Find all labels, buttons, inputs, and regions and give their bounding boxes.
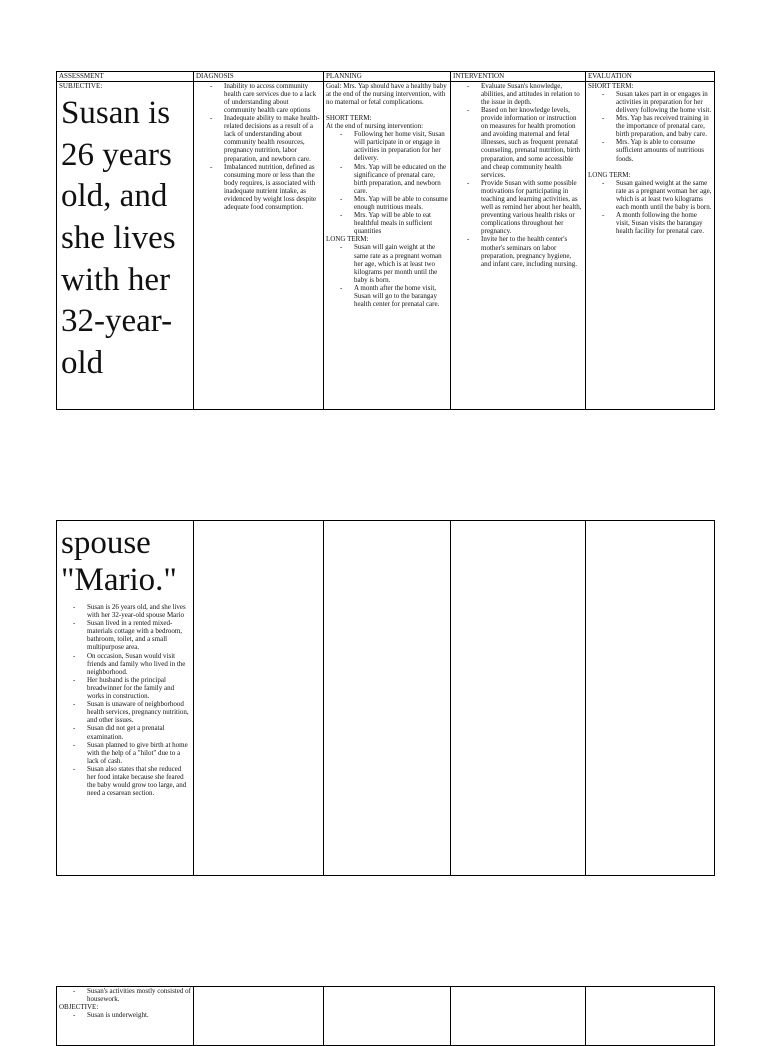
header-row	[57, 72, 715, 82]
planning-short-label: SHORT TERM:	[326, 113, 372, 122]
diagnosis-list	[196, 82, 321, 212]
planning-cell	[324, 81, 451, 409]
list-item: - Susan is underweight.	[87, 1011, 191, 1019]
care-plan-table-page-2	[56, 520, 715, 876]
list-item: - Following her home visit, Susan will participate in or engage in activities in preparation for her delivery.	[354, 130, 448, 162]
list-item: - Mrs. Yap has received training in the importance of prenatal care, birth preparation, and baby care.	[616, 114, 712, 138]
planning-short-list	[326, 130, 448, 235]
evaluation-cell	[586, 521, 715, 876]
assessment-large-text: spouse "Mario."	[61, 525, 177, 598]
list-item: - Susan planned to give birth at home with the help of a "hilot" due to a lack of cash.	[87, 741, 191, 765]
intervention-cell	[451, 521, 586, 876]
content-row	[57, 521, 715, 876]
list-item: - Susan also states that she reduced her food intake because she feared the baby would grow too large, and need a cesarean section.	[87, 765, 191, 797]
subjective-label: SUBJECTIVE:	[59, 81, 103, 90]
header-evaluation: EVALUATION	[586, 72, 715, 82]
list-item: - Based on her knowledge levels, provide information or instruction on measures for health promotion and avoiding maternal and fetal illnesses, such as frequent prenatal counseling, prenatal nutrition, birth preparation, and some accessible and cheap community health services.	[481, 106, 583, 179]
planning-short-intro: At the end of nursing intervention:	[326, 122, 424, 131]
list-item: - Imbalanced nutrition, defined as consuming more or less than the body requires, is associated with inadequate nutrient intake, as evidenced by weight loss despite adequate food consumption.	[224, 163, 321, 212]
assessment-cell	[57, 987, 194, 1046]
content-row	[57, 987, 715, 1046]
objective-list	[59, 1011, 191, 1019]
diagnosis-cell	[194, 987, 324, 1046]
planning-cell	[324, 987, 451, 1046]
list-item: - Mrs. Yap will be educated on the significance of prenatal care, birth preparation, and newborn care.	[354, 163, 448, 195]
list-item: - Susan gained weight at the same rate as a pregnant woman her age, which is at least two kilograms each month until the baby is born.	[616, 179, 712, 211]
list-item: - Mrs. Yap is able to consume sufficient amounts of nutritious foods.	[616, 138, 712, 162]
evaluation-long-list	[588, 179, 712, 236]
list-item: - Inadequate ability to make health-related decisions as a result of a lack of understanding about community health resources, pregnancy nutrition, labor preparation, and newborn care.	[224, 114, 321, 163]
intervention-cell	[451, 987, 586, 1046]
planning-goal: Goal: Mrs. Yap should have a healthy baby at the end of the nursing intervention, with no maternal or fetal complications.	[326, 81, 447, 106]
list-item: - Susan is 26 years old, and she lives with her 32-year-old spouse Mario	[87, 603, 191, 619]
assessment-large-text: Susan is 26 years old, and she lives with her 32-year-old	[61, 94, 176, 382]
care-plan-table-page-1	[56, 71, 715, 410]
care-plan-table-page-3	[56, 986, 715, 1046]
header-intervention: INTERVENTION	[451, 72, 586, 82]
list-item: - Susan takes part in or engages in activities in preparation for her delivery following the home visit.	[616, 90, 712, 114]
list-item: - On occasion, Susan would visit friends and family who lived in the neighborhood.	[87, 652, 191, 676]
diagnosis-cell	[194, 81, 324, 409]
evaluation-short-label: SHORT TERM:	[588, 81, 634, 90]
evaluation-cell	[586, 987, 715, 1046]
list-item: - Evaluate Susan's knowledge, abilities, and attitudes in relation to the issue in depth.	[481, 82, 583, 106]
header-planning: PLANNING	[324, 72, 451, 82]
list-item: - Provide Susan with some possible motivations for participating in teaching and learning activities, as well as remind her about her health, preventing various health risks or complications throughout her pregnancy.	[481, 179, 583, 236]
assessment-list	[59, 987, 191, 1003]
intervention-list	[453, 82, 583, 268]
planning-long-list	[326, 243, 448, 308]
assessment-cell	[57, 521, 194, 876]
list-item: - Mrs. Yap will be able to eat healthful meals in sufficient quantities	[354, 211, 448, 235]
list-item: - Inability to access community health care services due to a lack of understanding about community health care options	[224, 82, 321, 114]
planning-long-label: LONG TERM:	[326, 235, 369, 244]
evaluation-long-label: LONG TERM:	[588, 170, 631, 179]
objective-label: OBJECTIVE:	[59, 1003, 99, 1012]
evaluation-short-list	[588, 90, 712, 163]
evaluation-cell	[586, 81, 715, 409]
intervention-cell	[451, 81, 586, 409]
list-item: - Susan lived in a rented mixed-materials cottage with a bedroom, bathroom, toilet, and a small multipurpose area.	[87, 619, 191, 651]
assessment-list	[59, 603, 191, 797]
planning-cell	[324, 521, 451, 876]
list-item: - A month following the home visit, Susan visits the barangay health facility for prenatal care.	[616, 211, 712, 235]
list-item: - Susan is unaware of neighborhood health services, pregnancy nutrition, and other issues.	[87, 700, 191, 724]
header-diagnosis: DIAGNOSIS	[194, 72, 324, 82]
list-item: - Her husband is the principal breadwinner for the family and works in construction.	[87, 676, 191, 700]
list-item: - A month after the home visit, Susan will go to the barangay health center for prenatal care.	[354, 284, 448, 308]
list-item: - Susan's activities mostly consisted of housework.	[87, 987, 191, 1003]
diagnosis-cell	[194, 521, 324, 876]
list-item: - Mrs. Yap will be able to consume enough nutritious meals.	[354, 195, 448, 211]
assessment-cell	[57, 81, 194, 409]
content-row	[57, 81, 715, 409]
list-item: - Susan will gain weight at the same rate as a pregnant woman her age, which is at least two kilograms per month until the baby is born.	[354, 243, 448, 283]
list-item: - Susan did not get a prenatal examination.	[87, 724, 191, 740]
list-item: - Invite her to the health center's mother's seminars on labor preparation, pregnancy hygiene, and infant care, including nursing.	[481, 235, 583, 267]
header-assessment: ASSESSMENT	[57, 72, 194, 82]
